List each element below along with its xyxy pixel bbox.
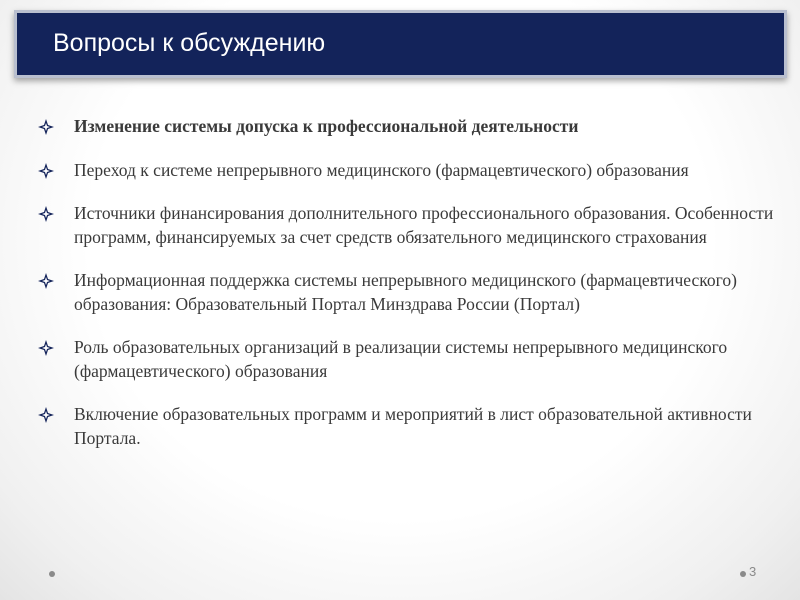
list-item-text: Включение образовательных программ и мероприятий в лист образовательной активности Портала. [74, 404, 752, 448]
page-number: 3 [749, 564, 757, 579]
list-item [38, 403, 778, 450]
footer-dot [740, 571, 746, 577]
list-item-text: Информационная поддержка системы непрерывного медицинского (фармацевтического) образования: Образовательный Портал Минздрава России (Портал) [74, 270, 737, 314]
list-item-text: Переход к системе непрерывного медицинского (фармацевтического) образования [74, 159, 689, 180]
diamond-bullet-icon [38, 119, 54, 135]
diamond-bullet-icon [38, 340, 54, 356]
slide-title: Вопросы к обсуждению [53, 29, 326, 57]
bullet-list [38, 115, 778, 470]
list-item [38, 159, 778, 183]
diamond-bullet-icon [38, 163, 54, 179]
diamond-bullet-icon [38, 206, 54, 222]
list-item [38, 115, 778, 139]
list-item [38, 202, 778, 249]
list-item-text: Роль образовательных организаций в реализации системы непрерывного медицинского (фармацевтического) образования [74, 337, 728, 381]
list-item [38, 336, 778, 383]
diamond-bullet-icon [38, 273, 54, 289]
diamond-bullet-icon [38, 407, 54, 423]
list-item-text: Источники финансирования дополнительного профессионального образования. Особенности программ, финансируемых за счет средств обязательного медицинского страхования [74, 203, 774, 247]
list-item-text: Изменение системы допуска к профессиональной деятельности [74, 116, 579, 136]
footer-dot [49, 571, 55, 577]
list-item [38, 269, 778, 316]
title-bar [14, 10, 787, 78]
